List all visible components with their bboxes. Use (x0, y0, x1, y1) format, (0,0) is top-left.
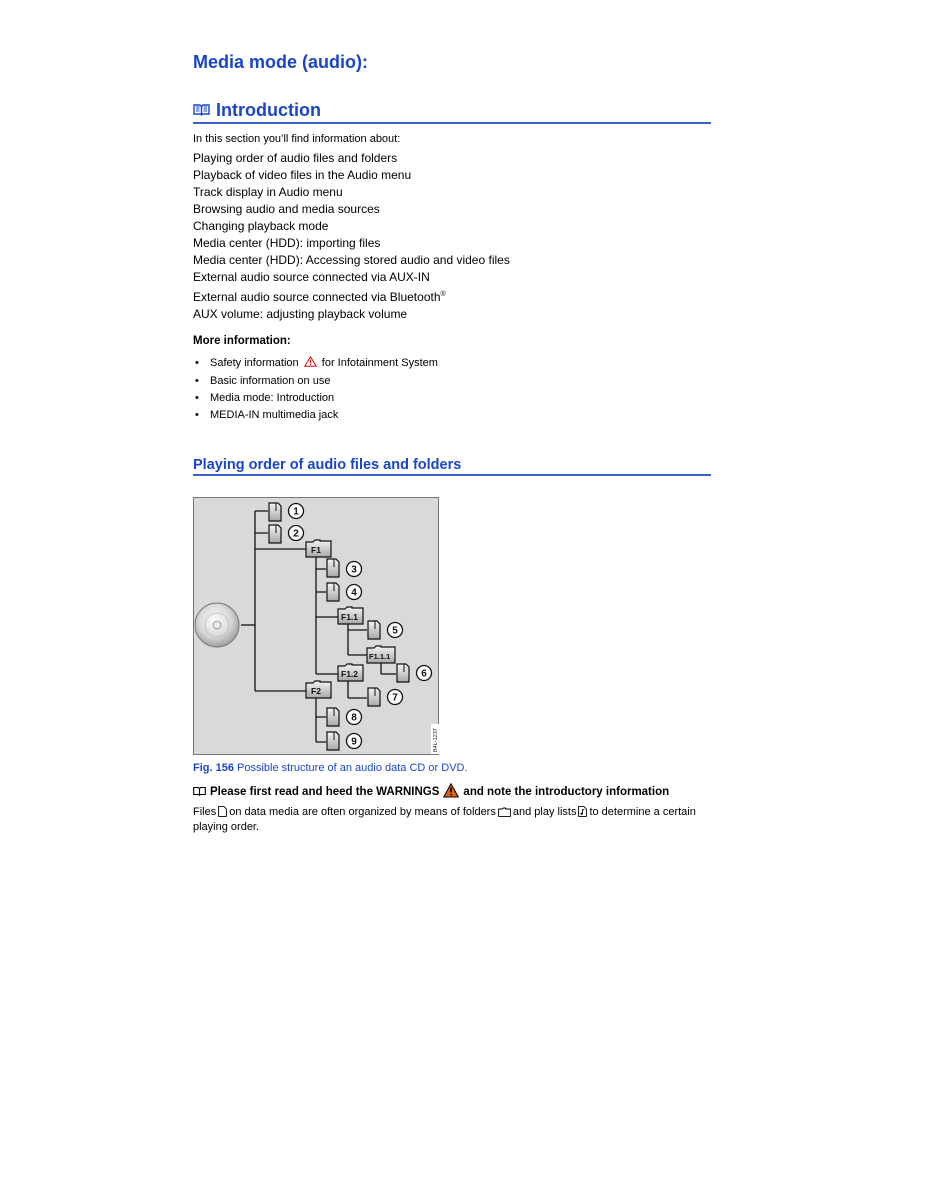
notice-text-pre: Please first read and heed the WARNINGS (210, 786, 440, 798)
file-icon (368, 688, 380, 706)
more-info-title: More information: (193, 335, 291, 347)
more-info-item-media-intro[interactable] (193, 390, 438, 407)
file-number: 7 (392, 692, 398, 704)
file-icon (269, 525, 281, 543)
body-text-3: and play lists (512, 806, 577, 818)
folder-label: F1.1 (341, 612, 359, 622)
body-text-4: to determine a certain playing order. (193, 806, 696, 833)
page-title: Media mode (audio): (193, 52, 368, 72)
body-paragraph (193, 806, 711, 834)
file-number: 8 (351, 712, 357, 724)
folder-icon (498, 807, 511, 821)
warning-triangle-icon (304, 356, 317, 373)
more-info-item-safety[interactable] (193, 355, 438, 373)
structure-diagram (193, 497, 439, 755)
file-icon (327, 708, 339, 726)
bullet: • (195, 392, 199, 404)
file-icon (327, 559, 339, 577)
bullet: • (195, 357, 199, 369)
toc-list (193, 150, 510, 323)
intro-heading-text: Introduction (216, 100, 321, 120)
intro-heading (193, 100, 711, 124)
disc-icon (195, 603, 239, 647)
registered-mark: ® (440, 291, 446, 298)
more-info-list (193, 355, 438, 424)
toc-item[interactable]: AUX volume: adjusting playback volume (193, 307, 408, 321)
file-number: 6 (421, 668, 427, 680)
book-icon (193, 786, 206, 799)
media-intro-text: Media mode: Introduction (210, 392, 335, 404)
file-icon (368, 621, 380, 639)
safety-text-post: for Infotainment System (321, 357, 438, 369)
file-icon (327, 583, 339, 601)
toc-item[interactable]: Playback of video files in the Audio menu (193, 168, 412, 182)
toc-item[interactable]: Changing playback mode (193, 219, 329, 233)
toc-item[interactable]: Media center (HDD): importing files (193, 236, 381, 250)
playlist-icon (578, 806, 587, 821)
more-info-item-basic[interactable] (193, 373, 438, 390)
warning-triangle-icon (443, 783, 459, 801)
toc-item[interactable]: Media center (HDD): Accessing stored audio and video files (193, 253, 510, 267)
toc-item[interactable]: External audio source connected via AUX-IN (193, 270, 430, 284)
warning-notice (193, 783, 669, 801)
basic-text: Basic information on use (210, 375, 331, 387)
safety-text-pre: Safety information (210, 357, 299, 369)
media-in-text: MEDIA-IN multimedia jack (210, 409, 339, 421)
file-number: 4 (351, 587, 357, 599)
file-icon (397, 664, 409, 682)
figure-number: Fig. 156 (193, 762, 234, 774)
folder-label: F1.2 (341, 669, 359, 679)
more-info-item-media-in[interactable] (193, 407, 438, 424)
figure-code: B4L-1237 (433, 728, 439, 752)
section-heading: Playing order of audio files and folders (193, 457, 711, 476)
notice-text-post: and note the introductory information (463, 786, 670, 798)
folder-label: F2 (311, 686, 321, 696)
toc-item-text: External audio source connected via Bluetooth (193, 290, 441, 304)
file-number: 2 (293, 528, 299, 540)
file-number: 9 (351, 736, 357, 748)
bullet: • (195, 375, 199, 387)
toc-item[interactable] (193, 286, 510, 306)
file-icon (218, 806, 227, 821)
bullet: • (195, 409, 199, 421)
file-icon (327, 732, 339, 750)
file-icon (269, 503, 281, 521)
toc-item[interactable]: Playing order of audio files and folders (193, 151, 398, 165)
file-number: 1 (293, 506, 299, 518)
file-number: 5 (392, 625, 398, 637)
body-text-2: on data media are often organized by means of folders (229, 806, 496, 818)
figure-audio-structure (193, 497, 439, 755)
folder-label: F1.1.1 (369, 652, 391, 661)
intro-text: In this section you’ll find information about: (193, 133, 401, 145)
folder-label: F1 (311, 545, 321, 555)
toc-item[interactable]: Track display in Audio menu (193, 185, 343, 199)
file-number: 3 (351, 564, 357, 576)
book-icon (193, 100, 210, 121)
toc-item[interactable]: Browsing audio and media sources (193, 202, 380, 216)
figure-caption (193, 762, 468, 774)
body-text-1: Files (193, 806, 217, 818)
figure-caption-text: Possible structure of an audio data CD or DVD. (237, 762, 468, 774)
